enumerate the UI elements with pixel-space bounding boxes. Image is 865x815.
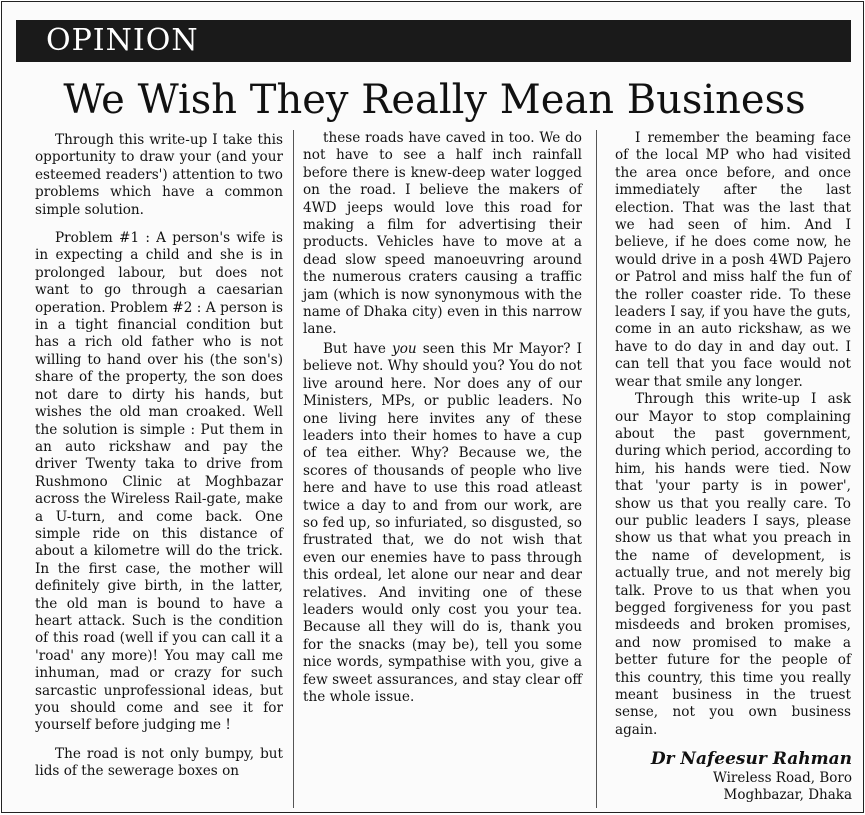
column-divider [596,130,597,808]
paragraph: The road is not only bumpy, but lids of the sewerage boxes on [35,745,283,780]
column-divider [293,130,294,808]
headline: We Wish They Really Mean Business [63,77,806,123]
paragraph: Through this write-up I ask our Mayor to stop complaining about the past government, during which period, according to him, his hands were tied. Now that 'your party is in power', show us that you really care. To our public leaders I says, please show us that what you preach in the name of development, is actually true, and not merely big talk. Prove to us that when you begged forgiveness for you past misdeeds and broken promises, and now promised to make a better future for the people of this country, this time you really meant business in the truest sense, not you own business again. [615,391,851,738]
emphasis: you [392,340,417,357]
author-signature [616,748,852,804]
section-label: OPINION [46,23,199,58]
newspaper-clipping [1,1,864,813]
article-column-3 [615,130,851,739]
section-banner [16,20,851,62]
paragraph: these roads have caved in too. We do not have to see a half inch rainfall before there is knew-deep water logged on the road. I believe the makers of 4WD jeeps would love this road for making a film for advertising their products. Vehicles have to move at a dead slow speed manoeuvring around the numerous craters causing a traffic jam (which is now synonymous with the name of Dhaka city) even in this narrow lane. [303,130,582,338]
author-name: Dr Nafeesur Rahman [650,749,852,769]
paragraph [303,341,582,707]
paragraph: Problem #1 : A person's wife is in expecting a child and she is in prolonged labour, but does not want to go through a caesarian operation. Problem #2 : A person is in a tight financial condition but has a rich old father who is not willing to hand over his (the son's) share of the property, the son does not dare to dirty his hands, but wishes the old man croaked. Well the solution is simple : Put them in an auto rickshaw and pay the driver Twenty taka to drive from Rushmono Clinic at Moghbazar across the Wireless Rail-gate, make a U-turn, and come back. One simple ride on this distance of about a kilometre will do the trick. In the first case, the mother will definitely give birth, in the latter, the old man is bound to have a heart attack. Such is the condition of this road (well if you can call it a 'road' any more)! You may call me inhuman, mad or crazy for such sarcastic unprofessional ideas, but you should come and see it for yourself before judging me ! [35,230,283,734]
paragraph: Through this write-up I take this opportunity to draw your (and your esteemed readers') attention to two problems which have a common simple solution. [35,132,283,218]
paragraph-text: But have [323,340,393,357]
author-address-line: Wireless Road, Boro [712,770,852,786]
paragraph-text: seen this Mr Mayor? I believe not. Why should you? You do not live around here. Nor does any of our Ministers, MPs, or public leaders. No one living here invites any of these leaders into their homes to have a cup of tea either. Why? Because we, the scores of thousands of people who live here and have to use this road atleast twice a day to and from our work, are so fed up, so infuriated, so disgusted, so frustrated that, we do not wish that even our enemies have to pass through this ordeal, let alone our near and dear relatives. And inviting one of these leaders would only cost you your tea. Because all they will do is, thank you for the snacks (may be), tell you some nice words, sympathise with you, give a few sweet assurances, and stay clear off the whole issue. [303,340,582,705]
article-column-1 [35,132,283,781]
article-column-2 [303,130,582,706]
paragraph: I remember the beaming face of the local MP who had visited the area once before, and once immediately after the last election. That was the last that we had seen of him. And I believe, if he does come now, he would drive in a posh 4WD Pajero or Patrol and miss half the fun of the roller coaster ride. To these leaders I say, if you have the guts, come in an auto rickshaw, as we have to do day in and day out. I can tell that you face would not wear that smile any longer. [615,130,851,390]
author-address-line: Moghbazar, Dhaka [723,787,852,803]
